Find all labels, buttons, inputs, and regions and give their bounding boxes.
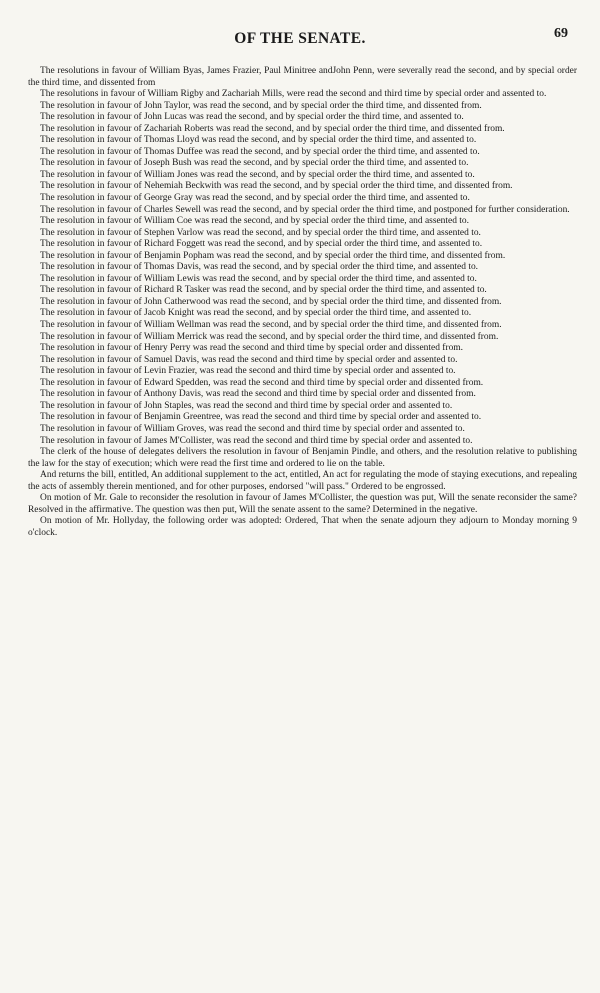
paragraph: The resolution in favour of William Merrick was read the second, and by special order the third time, and dissented from. — [40, 331, 499, 342]
page-title: OF THE SENATE. — [234, 30, 366, 47]
paragraph: The resolution in favour of Anthony Davis, was read the second and third time by special order and dissented from. — [40, 389, 476, 400]
paragraph: The resolution in favour of Benjamin Greentree, was read the second and third time by special order and assented to. — [40, 412, 482, 423]
paragraph: The resolution in favour of William Jones was read the second, and by special order the third time, and assented to. — [40, 169, 475, 180]
paragraph: The resolution in favour of Stephen Varlow was read the second, and by special order the third time, and assented to. — [40, 227, 481, 238]
paragraph: And returns the bill, entitled, An additional supplement to the act, entitled, An act for regulating the mode of staying executions, and repealing the acts of assembly therein mentioned, and for other purposes, endorsed "will pass." Ordered to be engrossed. — [28, 470, 578, 492]
paragraph: The resolution in favour of Henry Perry was read the second and third time by special order and dissented from. — [40, 343, 463, 354]
paragraph: On motion of Mr. Gale to reconsider the resolution in favour of James M'Collister, the question was put, Will the senate reconsider the same? Resolved in the affirmative. The question was then put, Will the senate assent to the same? Determined in the negative. — [28, 493, 577, 515]
paragraph: The resolution in favour of Thomas Davis, was read the second, and by special order the third time, and assented to. — [40, 262, 479, 273]
paragraph: The resolution in favour of John Staples, was read the second and third time by special order and assented to. — [40, 400, 453, 411]
paragraph: The resolution in favour of Samuel Davis, was read the second and third time by special order and assented to. — [40, 354, 458, 365]
page-number: 69 — [554, 26, 568, 41]
paragraph: The resolution in favour of George Gray was read the second, and by special order the third time, and assented to. — [40, 193, 470, 204]
paragraph: On motion of Mr. Hollyday, the following order was adopted: Ordered, That when the senate adjourn they adjourn to Monday morning 9 o'clock. — [28, 516, 577, 538]
paragraph: The resolution in favour of John Taylor, was read the second, and by special order the third time, and dissented from. — [40, 100, 482, 111]
paragraph: The resolution in favour of Nehemiah Beckwith was read the second, and by special order the third time, and dissented from. — [40, 181, 513, 192]
paragraph: The resolutions in favour of William Byas, James Frazier, Paul Minitree andJohn Penn, were severally read the second, and by special order the third time, and dissented from — [28, 66, 577, 88]
paragraph: The clerk of the house of delegates delivers the resolution in favour of Benjamin Pindle, and others, and the resolution relative to publishing the law for the stay of execution; which were read the first time and ordered to lie on the table. — [28, 447, 577, 469]
paragraph: The resolution in favour of William Coe was read the second, and by special order the third time, and assented to. — [40, 216, 469, 227]
paragraph: The resolution in favour of Thomas Duffee was read the second, and by special order the third time, and assented to. — [40, 146, 480, 157]
journal-body — [28, 66, 577, 539]
paragraph: The resolution in favour of Joseph Bush was read the second, and by special order the third time, and assented to. — [40, 158, 469, 169]
paragraph: The resolution in favour of William Lewis was read the second, and by special order the third time, and assented to. — [40, 273, 477, 284]
page-header — [0, 22, 600, 48]
paragraph: The resolution in favour of Richard Foggett was read the second, and by special order the third time, and assented to. — [40, 239, 483, 250]
paragraph: The resolution in favour of William Groves, was read the second and third time by special order and assented to. — [40, 423, 465, 434]
paragraph: The resolution in favour of Edward Spedden, was read the second and third time by special order and dissented from. — [40, 377, 484, 388]
paragraph: The resolution in favour of Jacob Knight was read the second, and by special order the third time, and assented to. — [40, 308, 472, 319]
paragraph: The resolution in favour of James M'Collister, was read the second and third time by special order and assented to. — [40, 435, 473, 446]
paragraph: The resolution in favour of Charles Sewell was read the second, and by special order the third time, and postponed for further consideration. — [40, 204, 570, 215]
paragraph: The resolutions in favour of William Rigby and Zachariah Mills, were read the second and third time by special order and assented to. — [40, 89, 547, 100]
paragraph: The resolution in favour of Thomas Lloyd was read the second, and by special order the third time, and assented to. — [40, 135, 477, 146]
paragraph: The resolution in favour of Benjamin Popham was read the second, and by special order the third time, and dissented from. — [40, 250, 506, 261]
paragraph: The resolution in favour of John Catherwood was read the second, and by special order the third time, and dissented from. — [40, 296, 502, 307]
paragraph: The resolution in favour of William Wellman was read the second, and by special order the third time, and dissented from. — [40, 320, 502, 331]
paragraph: The resolution in favour of John Lucas was read the second, and by special order the third time, and assented to. — [40, 112, 464, 123]
paragraph: The resolution in favour of Zachariah Roberts was read the second, and by special order the third time, and dissented from. — [40, 123, 505, 134]
paragraph: The resolution in favour of Richard R Tasker was read the second, and by special order the third time, and assented to. — [40, 285, 487, 296]
paragraph: The resolution in favour of Levin Frazier, was read the second and third time by special order and assented to. — [40, 366, 456, 377]
